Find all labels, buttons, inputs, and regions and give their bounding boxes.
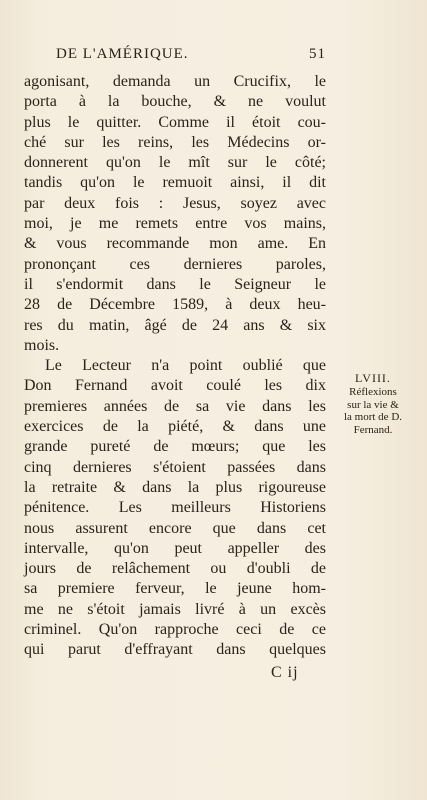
text-line: moi, je me remets entre vos mains, <box>24 215 326 233</box>
signature-mark: C ij <box>271 664 299 681</box>
text-line: par deux fois : Jesus, soyez avec <box>24 194 326 212</box>
text-line: agonisant, demanda un Crucifix, le <box>24 73 326 90</box>
paragraph-start: Le Lecteur n'a point oublié que <box>45 357 326 375</box>
margin-note <box>327 372 419 437</box>
text-line: nous assurent encore que dans cet <box>24 519 326 537</box>
text-line: jours de relâchement ou d'oubli de <box>24 560 326 578</box>
margin-note-line: la mort de D. <box>343 411 403 424</box>
text-line: porta à la bouche, & ne voulut <box>24 93 326 111</box>
margin-note-number: LVIII. <box>355 371 391 385</box>
running-head: DE L'AMÉRIQUE. <box>56 46 189 62</box>
text-line: prononçant ces dernieres paroles, <box>24 255 326 273</box>
text-line: intervalle, qu'on peut appeller des <box>24 539 326 557</box>
page-number: 51 <box>309 46 326 62</box>
text-line: tandis qu'on le remuoit ainsi, il dit <box>24 174 326 192</box>
text-line: donnerent qu'on le mît sur le côté; <box>24 154 326 172</box>
text-line: criminel. Qu'on rapproche ceci de ce <box>24 621 326 639</box>
main-text <box>24 72 326 661</box>
text-line: & vous recommande mon ame. En <box>24 235 326 253</box>
text-line: sa premiere ferveur, le jeune hom- <box>24 580 326 598</box>
text-line: il s'endormit dans le Seigneur le <box>24 275 326 293</box>
text-line: la retraite & dans la plus rigoureuse <box>24 478 326 496</box>
text-line: premieres années de sa vie dans les <box>24 397 326 415</box>
text-line: mois. <box>24 336 60 354</box>
show-through-mark <box>330 255 410 261</box>
text-line: me ne s'étoit jamais livré à un excès <box>24 600 326 618</box>
margin-note-line: Fernand. <box>353 424 393 437</box>
show-through-mark <box>330 205 410 211</box>
text-line: Don Fernand avoit coulé les dix <box>24 377 326 395</box>
text-line: cinq dernieres s'étoient passées dans <box>24 458 326 476</box>
text-line: grande pureté de mœurs; que les <box>24 438 326 456</box>
text-line: exercices de la piété, & dans une <box>24 418 326 436</box>
text-line: ché sur les reins, les Médecins or- <box>24 133 326 151</box>
text-line: plus le quitter. Comme il étoit cou- <box>24 113 326 131</box>
text-line: 28 de Décembre 1589, à deux heu- <box>24 296 326 314</box>
margin-note-line: Réflexions <box>349 385 397 398</box>
text-line: qui parut d'effrayant dans quelques <box>24 641 326 659</box>
margin-note-line: sur la vie & <box>347 398 399 411</box>
text-line: pénitence. Les meilleurs Historiens <box>24 499 326 517</box>
text-line: res du matin, âgé de 24 ans & six <box>24 316 326 334</box>
